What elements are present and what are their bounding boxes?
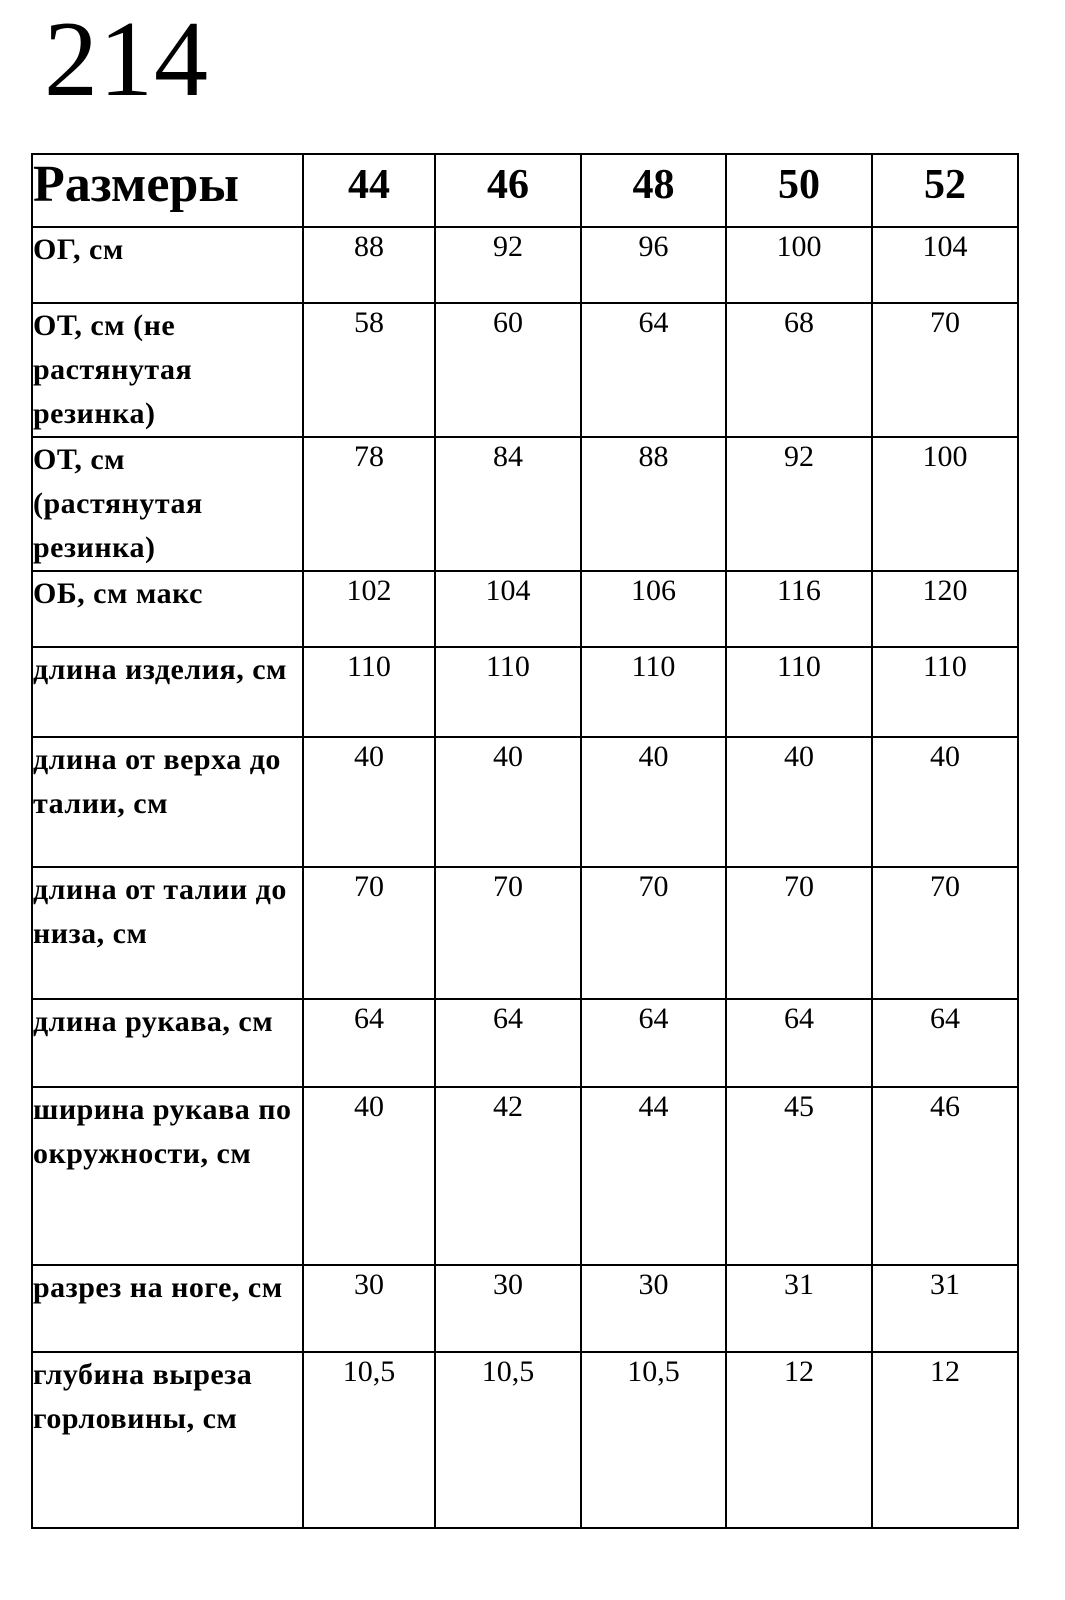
row-value: 92: [435, 227, 581, 303]
row-label: длина от талии до низа, см: [32, 867, 303, 999]
row-label: глубина выреза горловины, см: [32, 1352, 303, 1528]
row-value: 46: [872, 1087, 1018, 1265]
size-header-cell: 52: [872, 154, 1018, 227]
table-row: [32, 867, 1018, 999]
row-value: 58: [303, 303, 435, 437]
table-row: [32, 1352, 1018, 1528]
row-value: 96: [581, 227, 726, 303]
row-value: 12: [872, 1352, 1018, 1528]
row-value: 106: [581, 571, 726, 647]
row-value: 10,5: [435, 1352, 581, 1528]
row-value: 110: [303, 647, 435, 737]
model-number: 214: [44, 0, 209, 119]
row-value: 64: [435, 999, 581, 1087]
row-value: 40: [303, 737, 435, 867]
table-row: [32, 1087, 1018, 1265]
row-value: 104: [872, 227, 1018, 303]
row-value: 88: [303, 227, 435, 303]
row-value: 70: [581, 867, 726, 999]
row-value: 102: [303, 571, 435, 647]
row-label: длина от верха до талии, см: [32, 737, 303, 867]
table-row: [32, 1265, 1018, 1352]
row-label: длина изделия, см: [32, 647, 303, 737]
row-value: 64: [872, 999, 1018, 1087]
row-value: 70: [726, 867, 872, 999]
row-label: ОБ, см макс: [32, 571, 303, 647]
row-value: 31: [872, 1265, 1018, 1352]
row-value: 110: [581, 647, 726, 737]
table-row: [32, 999, 1018, 1087]
row-value: 104: [435, 571, 581, 647]
row-value: 30: [581, 1265, 726, 1352]
row-value: 40: [581, 737, 726, 867]
row-label: ОГ, см: [32, 227, 303, 303]
row-value: 10,5: [303, 1352, 435, 1528]
row-value: 68: [726, 303, 872, 437]
size-header-cell: 46: [435, 154, 581, 227]
row-value: 45: [726, 1087, 872, 1265]
row-value: 110: [435, 647, 581, 737]
row-label: ОТ, см (не растянутая резинка): [32, 303, 303, 437]
size-header-cell: 48: [581, 154, 726, 227]
row-value: 88: [581, 437, 726, 571]
row-value: 78: [303, 437, 435, 571]
row-label: разрез на ноге, см: [32, 1265, 303, 1352]
row-value: 120: [872, 571, 1018, 647]
row-label: ОТ, см (растянутая резинка): [32, 437, 303, 571]
row-value: 70: [435, 867, 581, 999]
row-value: 40: [435, 737, 581, 867]
table-row: [32, 303, 1018, 437]
row-value: 100: [726, 227, 872, 303]
row-value: 31: [726, 1265, 872, 1352]
size-header-cell: 44: [303, 154, 435, 227]
row-value: 40: [872, 737, 1018, 867]
row-label: ширина рукава по окружности, см: [32, 1087, 303, 1265]
row-value: 40: [303, 1087, 435, 1265]
row-value: 70: [872, 867, 1018, 999]
row-value: 92: [726, 437, 872, 571]
table-row: [32, 227, 1018, 303]
row-value: 42: [435, 1087, 581, 1265]
row-value: 116: [726, 571, 872, 647]
row-value: 100: [872, 437, 1018, 571]
sizes-header-label: Размеры: [32, 154, 303, 227]
row-value: 30: [303, 1265, 435, 1352]
row-value: 30: [435, 1265, 581, 1352]
row-value: 64: [581, 999, 726, 1087]
row-value: 10,5: [581, 1352, 726, 1528]
row-value: 64: [726, 999, 872, 1087]
row-value: 84: [435, 437, 581, 571]
size-table: [31, 153, 1019, 1529]
table-row: [32, 647, 1018, 737]
table-row: [32, 737, 1018, 867]
row-value: 40: [726, 737, 872, 867]
row-value: 64: [303, 999, 435, 1087]
row-value: 44: [581, 1087, 726, 1265]
table-row: [32, 571, 1018, 647]
row-value: 110: [726, 647, 872, 737]
row-value: 64: [581, 303, 726, 437]
row-label: длина рукава, см: [32, 999, 303, 1087]
row-value: 70: [872, 303, 1018, 437]
table-header-row: [32, 154, 1018, 227]
table-row: [32, 437, 1018, 571]
row-value: 110: [872, 647, 1018, 737]
row-value: 70: [303, 867, 435, 999]
size-header-cell: 50: [726, 154, 872, 227]
row-value: 60: [435, 303, 581, 437]
row-value: 12: [726, 1352, 872, 1528]
